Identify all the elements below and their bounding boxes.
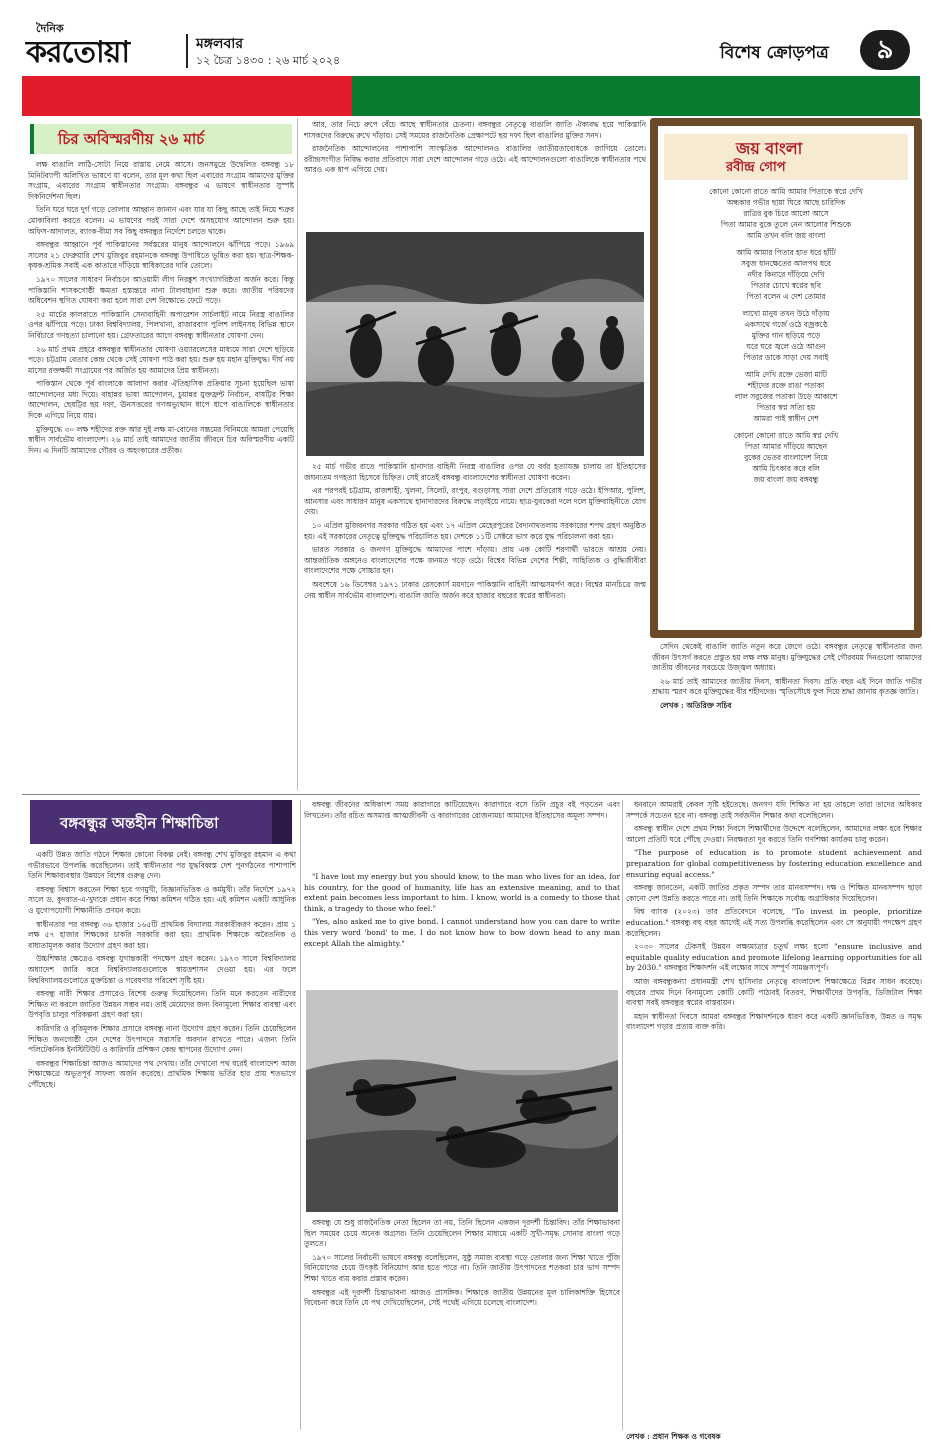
author-credit: লেখক : অতিরিক্ত সচিব	[660, 700, 732, 710]
article1-title: চির অবিস্মরণীয় ২৬ মার্চ	[58, 130, 205, 148]
poem-line: রাত্রির বুক চিরে আলো আসে	[743, 209, 829, 218]
poem-line: পিতা আমার দাঁড়িয়ে আছেন	[744, 442, 828, 451]
poem-line: জয় বাংলা জয় বঙ্গবন্ধু	[753, 475, 819, 484]
section-banner	[22, 76, 920, 116]
middle-paragraph: এর পরপরই চট্টগ্রাম, রাজশাহী, খুলনা, সিলেট, রংপুর, বগুড়াসহ সারা দেশে প্রতিরোধ গড়ে ওঠে। ইপিআর, পুলিশ, আনসার এবং সাধারণ মানুষ একসাথে হানাদারদের বিরুদ্ধে লড়াইয়ে নামে। ছাত্র-যুবকেরা দলে দলে মুক্তিবাহিনীতে যোগ দেয়।	[304, 486, 646, 517]
logo-prefix: দৈনিক	[36, 22, 64, 35]
middle-paragraph: ভারত সরকার ও জনগণ মুক্তিযুদ্ধে আমাদের পাশে দাঁড়ায়। প্রায় এক কোটি শরণার্থী ভারতে আশ্রয় নেয়। আন্তর্জাতিক অঙ্গনেও বাংলাদেশের পক্ষে জনমত গড়ে ওঠে। বিশ্বের বিভিন্ন দেশের শিল্পী, সাহিত্যিক ও বুদ্ধিজীবীরা বাংলাদেশের পক্ষে সোচ্চার হন।	[304, 545, 646, 576]
soldiers-with-rifles-photo	[306, 990, 618, 1212]
right-paragraph: ২৬ মার্চ তাই আমাদের জাতীয় দিবস, স্বাধীনতা দিবস। প্রতি বছর এই দিনে জাতি গভীর শ্রদ্ধায় স্মরণ করে মুক্তিযুদ্ধের বীর শহীদদের। স্মৃতিসৌধে ফুল দিয়ে শ্রদ্ধা জানায় কৃতজ্ঞ জাতি।	[652, 676, 922, 697]
banner-red-block	[22, 76, 352, 116]
poem-author: রবীন্দ্র গোপ	[726, 160, 786, 175]
article1-paragraph: তিনি ঘরে ঘরে দুর্গ গড়ে তোলার আহ্বান জানান এবং যার যা কিছু আছে তাই নিয়ে শত্রুর মোকাবিলা করতে বলেন। এ ভাষণের পরই সারা দেশে অসহযোগ আন্দোলন শুরু হয়। অফিস-আদালত, ব্যাংক-বীমা সব কিছু বঙ্গবন্ধুর নির্দেশে চলতে থাকে।	[28, 205, 294, 236]
article1-body	[28, 160, 294, 790]
article2-middle-paragraph: বঙ্গবন্ধু যে শুধু রাজনৈতিক নেতা ছিলেন তা নয়, তিনি ছিলেন একজন দূরদর্শী চিন্তাবিদ। তাঁর শিক্ষাভাবনা ছিল সময়ের চেয়ে অনেক অগ্রসর। তিনি চেয়েছিলেন শিক্ষার মাধ্যমে একটি সুখী-সমৃদ্ধ সোনার বাংলা গড়ে তুলতে।	[304, 1218, 620, 1249]
english-quote-block	[304, 872, 620, 984]
article2-header-accent	[272, 800, 292, 844]
poem-line: একসাথে গর্জে ওঠে বজ্রকণ্ঠে	[744, 320, 828, 329]
english-quote: "Yes, also asked me to give bond. I cannot understand how you can dare to write this very word 'bond' to me. I do not know how to bow down head to any man except Allah the almighty."	[304, 917, 620, 948]
article2-right-paragraph: ২০৩০ সালের টেকসই উন্নয়ন লক্ষ্যমাত্রার চতুর্থ লক্ষ্য হলো "ensure inclusive and equitable quality education and promote lifelong learning opportunities for all by 2030." বঙ্গবন্ধুর শিক্ষাদর্শন এই লক্ষ্যের সাথে সম্পূর্ণ সামঞ্জস্যপূর্ণ।	[626, 942, 922, 973]
article2-right-column	[626, 800, 922, 1430]
article1-paragraph: ২৬ মার্চ প্রথম প্রহরে বঙ্গবন্ধুর স্বাধীনতার ঘোষণা ওয়্যারলেসের মাধ্যমে সারা দেশে ছড়িয়ে পড়ে। চট্টগ্রাম বেতার কেন্দ্র থেকে সেই ঘোষণা পাঠ করা হয়। শুরু হয় মহান মুক্তিযুদ্ধ। দীর্ঘ নয় মাসের রক্তক্ষয়ী সংগ্রামের পর অর্জিত হয় আমাদের প্রিয় স্বাধীনতা।	[28, 344, 294, 375]
poem-line: আমি আমার পিতার হাত ধরে হাঁটি	[736, 248, 836, 257]
poem-line: পিতার ডাকে সাড়া দেয় সবাই	[743, 353, 829, 362]
article2-paragraph: স্বাধীনতার পর বঙ্গবন্ধু ৩৬ হাজার ১৬৫টি প্রাথমিক বিদ্যালয় সরকারীকরণ করেন। প্রায় ১ লক্ষ ৫৭ হাজার শিক্ষকের চাকরি সরকারি করা হয়। প্রাথমিক শিক্ষাকে অবৈতনিক ও বাধ্যতামূলক করার উদ্যোগ গ্রহণ করা হয়।	[28, 919, 296, 950]
poem-line: লাখো মানুষ তখন উঠে দাঁড়ায়	[742, 309, 830, 318]
article2-middle-bottom-column	[304, 1218, 620, 1430]
middle-paragraph: রাজনৈতিক আন্দোলনের পাশাপাশি সাংস্কৃতিক আন্দোলনও বাঙালির জাতীয়তাবোধকে জাগিয়ে তোলে। রবীন্দ্রসংগীত নিষিদ্ধ করার প্রতিবাদে সারা দেশে আন্দোলন গড়ে ওঠে। এই আন্দোলনগুলো বাঙালিকে স্বাধীনতার পথে আরও এক ধাপ এগিয়ে দেয়।	[304, 144, 646, 175]
masthead-divider	[186, 34, 188, 68]
poem-line: পিতা বলেন এ দেশ তোমার	[746, 292, 826, 301]
article2-paragraph: উচ্চশিক্ষার ক্ষেত্রেও বঙ্গবন্ধু যুগান্তকারী পদক্ষেপ গ্রহণ করেন। ১৯৭৩ সালে বিশ্ববিদ্যালয় অধ্যাদেশ জারি করে বিশ্ববিদ্যালয়গুলোকে স্বায়ত্তশাসন দেওয়া হয়। এর ফলে বিশ্ববিদ্যালয়গুলোতে মুক্তচিন্তা ও গবেষণার পরিবেশ সৃষ্টি হয়।	[28, 954, 296, 985]
issue-day: মঙ্গলবার	[196, 36, 244, 52]
poem-line: লাল সবুজের পতাকা উড়ে আকাশে	[734, 392, 838, 401]
middle-paragraph: অবশেষে ১৬ ডিসেম্বর ১৯৭১ ঢাকার রেসকোর্স ময়দানে পাকিস্তানি বাহিনী আত্মসমর্পণ করে। বিশ্বের মানচিত্রে জন্ম নেয় স্বাধীন সার্বভৌম বাংলাদেশ। বাঙালি জাতি অর্জন করে হাজার বছরের স্বপ্নের স্বাধীনতা।	[304, 579, 646, 600]
poem-stanza	[668, 186, 904, 241]
poem-line: কোনো কোনো রাতে আমি স্বপ্ন দেখি	[733, 431, 839, 440]
article2-middle-paragraph: ১৯৭০ সালের নির্বাচনী ভাষণে বঙ্গবন্ধু বলেছিলেন, সুষ্ঠু সমাজ ব্যবস্থা গড়ে তোলার জন্য শিক্ষা খাতে পুঁজি বিনিয়োগের চেয়ে উৎকৃষ্ট বিনিয়োগ আর হতে পারে না। তিনি জাতীয় উৎপাদনের শতকরা চার ভাগ সম্পদ শিক্ষা খাতে ব্যয় করার প্রস্তাব করেন।	[304, 1252, 620, 1283]
article2-paragraph: একটি উন্নত জাতি গঠনে শিক্ষার কোনো বিকল্প নেই। বঙ্গবন্ধু শেখ মুজিবুর রহমান এ কথা গভীরভাবে উপলব্ধি করেছিলেন। তাই স্বাধীনতার পর যুদ্ধবিধ্বস্ত দেশ পুনর্গঠনের পাশাপাশি তিনি শিক্ষাব্যবস্থার উন্নয়নে বিশেষ গুরুত্ব দেন।	[28, 850, 296, 881]
poem-line: ঘরে ঘরে জ্বলে ওঠে আগুন	[746, 342, 826, 351]
article1-paragraph: মুক্তিযুদ্ধে ৩০ লক্ষ শহীদের রক্ত আর দুই লক্ষ মা-বোনের সম্ভ্রমের বিনিময়ে আমরা পেয়েছি স্বাধীন সার্বভৌম বাংলাদেশ। ২৬ মার্চ তাই আমাদের জাতীয় জীবনে চির অবিস্মরণীয় একটি দিন। এ দিনটি আমাদের গৌরব ও অহংকারের প্রতীক।	[28, 424, 294, 455]
freedom-fighters-photo	[306, 232, 644, 456]
article2-paragraph: বঙ্গবন্ধু বিশ্বাস করতেন শিক্ষা হবে গণমুখী, বিজ্ঞানভিত্তিক ও কর্মমুখী। তাঁর নির্দেশে ১৯৭২ সালে ড. কুদরাত-এ-খুদাকে প্রধান করে শিক্ষা কমিশন গঠিত হয়। এই কমিশন একটি আধুনিক ও যুগোপযোগী শিক্ষানীতি প্রণয়ন করে।	[28, 884, 296, 915]
middle-paragraph: ২৫ মার্চ গভীর রাতে পাকিস্তানি হানাদার বাহিনী নিরস্ত্র বাঙালির ওপর যে বর্বর হত্যাযজ্ঞ চালায় তা ইতিহাসের জঘন্যতম গণহত্যা হিসেবে চিহ্নিত। সেই রাতেই বঙ্গবন্ধু বাংলাদেশের স্বাধীনতা ঘোষণা করেন।	[304, 462, 646, 482]
poem-line: আমি দেখি রক্তে ভেজা মাটি	[745, 370, 827, 379]
article2-middle-paragraph: বঙ্গবন্ধু জীবনের অধিকাংশ সময় কারাগারে কাটিয়েছেন। কারাগারে বসে তিনি প্রচুর বই পড়তেন এবং লিখতেন। তাঁর রচিত অসমাপ্ত আত্মজীবনী ও কারাগারের রোজনামচা আমাদের ইতিহাসের অমূল্য সম্পদ।	[304, 800, 620, 820]
article2-paragraph: বঙ্গবন্ধু নারী শিক্ষার প্রসারেও বিশেষ গুরুত্ব দিয়েছিলেন। তিনি মনে করতেন নারীদের শিক্ষিত না করলে জাতির উন্নয়ন সম্ভব নয়। তাই মেয়েদের জন্য বিনামূল্যে শিক্ষার ব্যবস্থা এবং উপবৃত্তি চালুর পরিকল্পনা গ্রহণ করা হয়।	[28, 989, 296, 1020]
banner-title: মহান স্বাধীনতা ও জাতীয় দিবস	[380, 13, 590, 33]
poem-line: পিতার চোখে স্বপ্নের ছবি	[751, 281, 821, 290]
article2-title: বঙ্গবন্ধুর অন্তহীন শিক্ষাচিন্তা	[60, 814, 219, 832]
page-number-badge: ৯	[860, 30, 910, 70]
middle-top-column	[304, 120, 646, 226]
poem-line: কোনো কোনো রাতে আমি আমার পিতাকে স্বপ্নে দেখি	[709, 187, 863, 196]
column-divider	[622, 800, 623, 1430]
poem-line: নদীর কিনারে দাঁড়িয়ে দেখি	[747, 270, 825, 279]
article1-paragraph: পাকিস্তান থেকে পূর্ব বাংলাকে আলাদা করার ঐতিহাসিক প্রক্রিয়ার সূচনা হয়েছিল ভাষা আন্দোলনের মধ্য দিয়ে। বাহান্নর ভাষা আন্দোলন, চুয়ান্নর যুক্তফ্রন্ট নির্বাচন, বাষট্টির শিক্ষা আন্দোলন, ছেষট্টির ছয় দফা, ঊনসত্তরের গণঅভ্যুত্থান ধাপে ধাপে বাঙালিকে স্বাধীনতার দিকে এগিয়ে নিয়ে যায়।	[28, 379, 294, 421]
poem-title: জয় বাংলা	[736, 139, 803, 158]
right-paragraph: সেদিন থেকেই বাঙালি জাতি নতুন করে জেগে ওঠে। বঙ্গবন্ধুর নেতৃত্বে স্বাধীনতার জন্য জীবন উৎসর্গ করতে প্রস্তুত হয় লক্ষ লক্ষ মানুষ। মুক্তিযুদ্ধের সেই গৌরবময় দিনগুলো আমাদের জাতীয় জীবনের সবচেয়ে উজ্জ্বল অধ্যায়।	[652, 642, 922, 673]
section-separator	[22, 794, 920, 795]
poem-line: পিতা আমার বুকে তুলে নেন আলোর শিশুকে	[720, 220, 852, 229]
newspaper-logo: করতোয়া	[26, 35, 130, 70]
poem-line: বুকের ভেতর বাংলাদেশ নিয়ে	[744, 453, 828, 462]
supplement-label: বিশেষ ক্রোড়পত্র	[720, 43, 829, 63]
poem-stanza	[668, 430, 904, 485]
article2-right-paragraph: "The purpose of education is to promote student achievement and preparation for global competitiveness by fostering education excellence and ensuring equal access."	[626, 848, 922, 879]
poem-stanza	[668, 308, 904, 363]
banner-green-block	[352, 76, 920, 116]
article1-paragraph: বঙ্গবন্ধুর আহ্বানে পূর্ব পাকিস্তানের সর্বস্তরের মানুষ আন্দোলনে ঝাঁপিয়ে পড়ে। ১৯৬৯ সালের ২১ ফেব্রুয়ারি শেখ মুজিবুর রহমানকে বঙ্গবন্ধু উপাধিতে ভূষিত করা হয়। ছাত্র-শিক্ষক-কৃষক-শ্রমিক সবাই এক কাতারে দাঁড়িয়ে স্বাধিকারের দাবি তোলে।	[28, 240, 294, 271]
poem-stanza	[668, 247, 904, 302]
article2-right-paragraph: বঙ্গবন্ধু স্বাধীন দেশে প্রথম শিক্ষা দিবসে শিক্ষার্থীদের উদ্দেশে বলেছিলেন, আমাদের লক্ষ্য হবে শিক্ষার আলো প্রতিটি ঘরে পৌঁছে দেওয়া। নিরক্ষরতা দূর করতে তিনি গণশিক্ষা কার্যক্রম চালু করেন।	[626, 824, 922, 844]
column-divider	[300, 800, 301, 1430]
poem-body	[668, 186, 904, 626]
article1-paragraph: ২৫ মার্চের কালরাতে পাকিস্তানি সেনাবাহিনী অপারেশন সার্চলাইট নামে নিরস্ত্র বাঙালির ওপর ঝাঁপিয়ে পড়ে। ঢাকা বিশ্ববিদ্যালয়, পিলখানা, রাজারবাগ পুলিশ লাইনসহ বিভিন্ন স্থানে নির্বিচারে গণহত্যা চালানো হয়। গ্রেফতারের আগে বঙ্গবন্ধু স্বাধীনতার ঘোষণা দেন।	[28, 309, 294, 340]
article2-middle-paragraph: বঙ্গবন্ধুর এই দূরদর্শী চিন্তাভাবনা আজও প্রাসঙ্গিক। শিক্ষাকে জাতীয় উন্নয়নের মূল চালিকাশক্তি হিসেবে বিবেচনা করে তিনি যে পথ দেখিয়েছিলেন, সেই পথেই এগিয়ে চলেছে বাংলাদেশ।	[304, 1287, 620, 1308]
poem-line: আমি চিৎকার করে বলি	[752, 464, 820, 473]
poem-line: মুক্তির গান ছড়িয়ে পড়ে	[751, 331, 821, 340]
right-middle-column	[652, 642, 922, 790]
issue-date: ১২ চৈত্র ১৪৩০ : ২৬ মার্চ ২০২৪	[196, 54, 341, 67]
poem-line: অন্ধকার গভীর ছায়া ঘিরে আছে চারিদিক	[726, 198, 846, 207]
middle-bottom-column	[304, 462, 646, 790]
middle-paragraph: ১০ এপ্রিল মুজিবনগর সরকার গঠিত হয় এবং ১৭ এপ্রিল মেহেরপুরের বৈদ্যনাথতলায় সরকারের শপথ গ্রহণ অনুষ্ঠিত হয়। এই সরকারের নেতৃত্বে মুক্তিযুদ্ধ পরিচালিত হয়। দেশকে ১১টি সেক্টরে ভাগ করে যুদ্ধ পরিচালনা করা হয়।	[304, 520, 646, 541]
middle-paragraph: আর, তার নিচে রুপে বেঁচে আছে স্বাধীনতার চেতনা। বঙ্গবন্ধুর নেতৃত্বে বাঙালি জাতি ঐক্যবদ্ধ হয়ে পাকিস্তানি শাসকদের বিরুদ্ধে রুখে দাঁড়ায়। সেই সময়ের রাজনৈতিক প্রেক্ষাপটে ছয় দফা ছিল বাঙালির মুক্তির সনদ।	[304, 120, 646, 140]
article2-right-paragraph: আজ বঙ্গবন্ধুকন্যা প্রধানমন্ত্রী শেখ হাসিনার নেতৃত্বে বাংলাদেশ শিক্ষাক্ষেত্রে বিপ্লব সাধন করেছে। বছরের প্রথম দিনে বিনামূল্যে কোটি কোটি পাঠ্যবই বিতরণ, শিক্ষার্থীদের উপবৃত্তি, ডিজিটাল শিক্ষা ব্যবস্থা সবই বঙ্গবন্ধুর স্বপ্নের বাস্তবায়ন।	[626, 976, 922, 1008]
poem-line: শহীদের রক্তে রাঙা পতাকা	[747, 381, 825, 390]
poem-line: আমি তখন বলি জয় বাংলা	[746, 231, 826, 240]
english-quote: "I have lost my energy but you should know, to the man who lives for an idea, for his country, for the good of humanity, life has an extensive meaning, and to that extent pain becomes less important to him. I know, world is a comedy to those that think, a tragedy to those who feel."	[304, 872, 620, 913]
article2-right-paragraph: মহান স্বাধীনতা দিবসে আমরা বঙ্গবন্ধুর শিক্ষাদর্শনকে ধারণ করে একটি জ্ঞানভিত্তিক, উন্নত ও সমৃদ্ধ বাংলাদেশ গড়ার প্রত্যয় ব্যক্ত করি।	[626, 1011, 922, 1032]
poem-line: পিতার স্বপ্ন সত্যি হয়	[756, 403, 816, 412]
article2-right-paragraph: ধনবানে আমরাই কেবল সৃষ্টি হইতেছে। জনগণ যদি শিক্ষিত না হয় তাহলে তারা তাদের অধিকার সম্পর্কে সচেতন হবে না। বঙ্গবন্ধু তাই সর্বজনীন শিক্ষার কথা বলেছিলেন।	[626, 800, 922, 820]
poem-line: আমরা পাই স্বাধীন দেশ	[753, 414, 819, 423]
article1-paragraph: লক্ষ বাঙালি লাঠি-সোটা নিয়ে রাস্তায় নেমে আসে। জনসমুদ্রে উদ্বেলিত বঙ্গবন্ধু ১৮ মিনিটব্যাপী অলিখিত ভাষণে যা বলেন, তার মূল কথা ছিল এবারের সংগ্রাম আমাদের মুক্তির সংগ্রাম, এবারের সংগ্রাম স্বাধীনতার সংগ্রাম। বঙ্গবন্ধুর এ ভাষণে স্বাধীনতার সুস্পষ্ট দিকনির্দেশনা ছিল।	[28, 160, 294, 201]
article1-paragraph: ১৯৭০ সালের সাধারণ নির্বাচনে আওয়ামী লীগ নিরঙ্কুশ সংখ্যাগরিষ্ঠতা অর্জন করে। কিন্তু পাকিস্তানি শাসকগোষ্ঠী ক্ষমতা হস্তান্তরে নানা টালবাহানা শুরু করে। জাতীয় পরিষদের অধিবেশন স্থগিত ঘোষণা করা হলে সারা দেশ বিক্ষোভে ফেটে পড়ে।	[28, 274, 294, 306]
article2-paragraph: কারিগরি ও বৃত্তিমূলক শিক্ষার প্রসারে বঙ্গবন্ধু নানা উদ্যোগ গ্রহণ করেন। তিনি চেয়েছিলেন শিক্ষিত জনগোষ্ঠী যেন দেশের উৎপাদনে সরাসরি অবদান রাখতে পারে। এজন্য তিনি পলিটেকনিক ইনস্টিটিউট ও কারিগরি প্রশিক্ষণ কেন্দ্র স্থাপনের উদ্যোগ নেন।	[28, 1023, 296, 1055]
article2-body	[28, 850, 296, 1430]
article2-right-paragraph: বিশ্ব ব্যাংক (২০২৩) তার প্রতিবেদনে বলেছে, "To invest in people, prioritize education." বঙ্গবন্ধু বহু বছর আগেই এই সত্য উপলব্ধি করেছিলেন এবং সে অনুযায়ী পদক্ষেপ গ্রহণ করেছিলেন।	[626, 907, 922, 938]
poem-stanza	[668, 369, 904, 424]
article2-paragraph: বঙ্গবন্ধুর শিক্ষাচিন্তা আজও আমাদের পথ দেখায়। তাঁর দেখানো পথ ধরেই বাংলাদেশ আজ শিক্ষাক্ষেত্রে অভূতপূর্ব সাফল্য অর্জন করেছে। প্রাথমিক শিক্ষায় ভর্তির হার প্রায় শতভাগে পৌঁছেছে।	[28, 1058, 296, 1089]
poem-line: সবুজ ধানক্ষেতের আলপথ ধরে	[741, 259, 831, 268]
article2-author-credit: লেখক : প্রধান শিক্ষক ও গবেষক	[626, 1432, 721, 1441]
article2-middle-column	[304, 800, 620, 868]
banner-date: মঙ্গলবার, ২৬ শে মার্চ ২০২৪	[650, 13, 833, 32]
article2-right-paragraph: বঙ্গবন্ধু জানতেন, একটি জাতির প্রকৃত সম্পদ তার মানবসম্পদ। দক্ষ ও শিক্ষিত মানবসম্পদ ছাড়া কোনো দেশ উন্নতি করতে পারে না। তাই তিনি শিক্ষাকে সর্বোচ্চ অগ্রাধিকার দিয়েছিলেন।	[626, 883, 922, 903]
